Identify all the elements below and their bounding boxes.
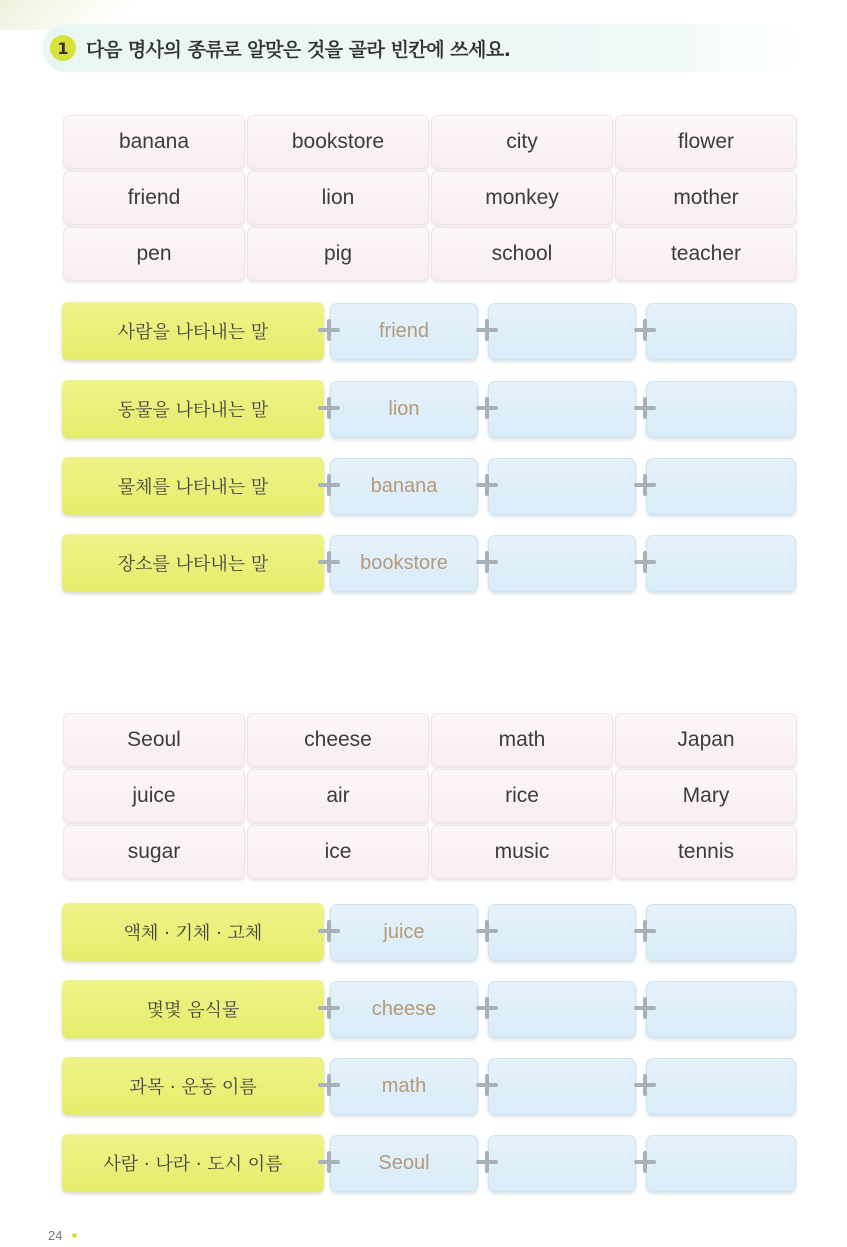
question-number-badge: 1 <box>50 35 76 61</box>
category-row-names <box>62 1134 798 1194</box>
word-bank-1 <box>62 114 798 282</box>
connector-icon <box>634 560 656 564</box>
category-row-animal <box>62 380 798 440</box>
answer-blank[interactable] <box>646 303 796 360</box>
category-label: 장소를 나타내는 말 <box>62 534 324 592</box>
example-answer-box: juice <box>330 904 478 961</box>
answer-blank[interactable] <box>488 1135 636 1192</box>
example-answer-box: friend <box>330 303 478 360</box>
word-cell: lion <box>247 171 429 225</box>
example-answer-box: cheese <box>330 981 478 1038</box>
word-cell: banana <box>63 115 245 169</box>
word-cell: Seoul <box>63 713 245 767</box>
instruction-text: 다음 명사의 종류로 알맞은 것을 골라 빈칸에 쓰세요. <box>86 38 511 61</box>
category-label: 동물을 나타내는 말 <box>62 380 324 438</box>
example-answer-box: banana <box>330 458 478 515</box>
category-row-states <box>62 903 798 963</box>
word-cell: math <box>431 713 613 767</box>
connector-icon <box>476 1006 498 1010</box>
word-cell: friend <box>63 171 245 225</box>
connector-icon <box>634 406 656 410</box>
category-row-food <box>62 980 798 1040</box>
connector-icon <box>318 406 340 410</box>
word-cell: city <box>431 115 613 169</box>
connector-icon <box>318 483 340 487</box>
answer-blank[interactable] <box>488 981 636 1038</box>
page-number: 24 <box>48 1228 63 1243</box>
answer-blank[interactable] <box>646 535 796 592</box>
example-answer-box: lion <box>330 381 478 438</box>
connector-icon <box>318 560 340 564</box>
instruction-bar <box>42 24 802 72</box>
connector-icon <box>318 929 340 933</box>
word-cell: bookstore <box>247 115 429 169</box>
connector-icon <box>476 929 498 933</box>
answer-blank[interactable] <box>488 904 636 961</box>
word-cell: Japan <box>615 713 797 767</box>
connector-icon <box>476 406 498 410</box>
category-label: 과목 · 운동 이름 <box>62 1057 324 1115</box>
answer-blank[interactable] <box>646 458 796 515</box>
answer-blank[interactable] <box>488 458 636 515</box>
answer-blank[interactable] <box>488 381 636 438</box>
word-cell: pen <box>63 227 245 281</box>
word-cell: juice <box>63 769 245 823</box>
word-cell: teacher <box>615 227 797 281</box>
connector-icon <box>634 1006 656 1010</box>
connector-icon <box>634 929 656 933</box>
category-row-object <box>62 457 798 517</box>
example-answer-box: math <box>330 1058 478 1115</box>
connector-icon <box>318 1006 340 1010</box>
answer-blank[interactable] <box>488 535 636 592</box>
connector-icon <box>476 1160 498 1164</box>
answer-blank[interactable] <box>646 904 796 961</box>
category-label: 물체를 나타내는 말 <box>62 457 324 515</box>
example-answer-box: Seoul <box>330 1135 478 1192</box>
word-cell: pig <box>247 227 429 281</box>
answer-blank[interactable] <box>646 981 796 1038</box>
connector-icon <box>476 328 498 332</box>
category-row-person <box>62 302 798 362</box>
connector-icon <box>318 328 340 332</box>
example-answer-box: bookstore <box>330 535 478 592</box>
category-label: 사람을 나타내는 말 <box>62 302 324 360</box>
connector-icon <box>634 483 656 487</box>
connector-icon <box>634 1160 656 1164</box>
word-cell: Mary <box>615 769 797 823</box>
connector-icon <box>634 1083 656 1087</box>
connector-icon <box>476 560 498 564</box>
word-cell: rice <box>431 769 613 823</box>
connector-icon <box>318 1083 340 1087</box>
connector-icon <box>476 483 498 487</box>
word-cell: school <box>431 227 613 281</box>
connector-icon <box>634 328 656 332</box>
answer-blank[interactable] <box>646 381 796 438</box>
connector-icon <box>318 1160 340 1164</box>
connector-icon <box>476 1083 498 1087</box>
category-label: 액체 · 기체 · 고체 <box>62 903 324 961</box>
word-cell: mother <box>615 171 797 225</box>
category-row-subject-sport <box>62 1057 798 1117</box>
answer-blank[interactable] <box>646 1135 796 1192</box>
answer-blank[interactable] <box>488 303 636 360</box>
category-label: 몇몇 음식물 <box>62 980 324 1038</box>
category-row-place <box>62 534 798 594</box>
category-label: 사람 · 나라 · 도시 이름 <box>62 1134 324 1192</box>
word-cell: monkey <box>431 171 613 225</box>
word-cell: music <box>431 825 613 879</box>
word-bank-2 <box>62 712 798 880</box>
answer-blank[interactable] <box>646 1058 796 1115</box>
page-dot-icon <box>72 1233 77 1238</box>
answer-blank[interactable] <box>488 1058 636 1115</box>
word-cell: tennis <box>615 825 797 879</box>
word-cell: sugar <box>63 825 245 879</box>
word-cell: cheese <box>247 713 429 767</box>
word-cell: air <box>247 769 429 823</box>
word-cell: ice <box>247 825 429 879</box>
word-cell: flower <box>615 115 797 169</box>
